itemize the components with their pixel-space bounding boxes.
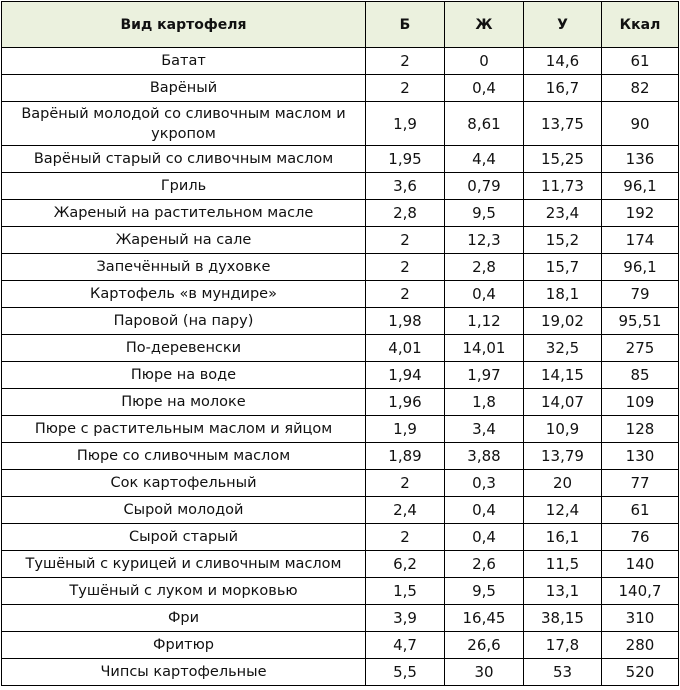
cell-kcal: 520 xyxy=(602,659,679,686)
cell-protein: 2 xyxy=(366,470,445,497)
table-row xyxy=(2,362,679,389)
cell-protein: 2 xyxy=(366,524,445,551)
cell-carbs: 13,79 xyxy=(524,443,602,470)
cell-kcal: 96,1 xyxy=(602,254,679,281)
table-row xyxy=(2,632,679,659)
cell-fat: 12,3 xyxy=(445,227,524,254)
cell-potato-type: Жареный на сале xyxy=(2,227,366,254)
cell-fat: 1,8 xyxy=(445,389,524,416)
cell-kcal: 130 xyxy=(602,443,679,470)
cell-protein: 1,95 xyxy=(366,146,445,173)
cell-kcal: 82 xyxy=(602,75,679,102)
potato-nutrition-table xyxy=(1,1,679,686)
cell-protein: 2,4 xyxy=(366,497,445,524)
cell-kcal: 140 xyxy=(602,551,679,578)
table-row xyxy=(2,200,679,227)
cell-protein: 1,98 xyxy=(366,308,445,335)
cell-fat: 0,79 xyxy=(445,173,524,200)
cell-potato-type: Пюре на воде xyxy=(2,362,366,389)
table-row xyxy=(2,524,679,551)
cell-protein: 6,2 xyxy=(366,551,445,578)
table-row xyxy=(2,146,679,173)
cell-fat: 0,4 xyxy=(445,75,524,102)
table-row xyxy=(2,254,679,281)
cell-carbs: 19,02 xyxy=(524,308,602,335)
cell-potato-type: Варёный молодой со сливочным маслом и укропом xyxy=(2,102,366,146)
cell-kcal: 280 xyxy=(602,632,679,659)
cell-protein: 1,94 xyxy=(366,362,445,389)
cell-kcal: 192 xyxy=(602,200,679,227)
cell-protein: 2 xyxy=(366,227,445,254)
cell-fat: 0,4 xyxy=(445,497,524,524)
cell-potato-type: Паровой (на пару) xyxy=(2,308,366,335)
header-fat: Ж xyxy=(445,2,524,48)
cell-kcal: 79 xyxy=(602,281,679,308)
table-row xyxy=(2,659,679,686)
cell-potato-type: Варёный старый со сливочным маслом xyxy=(2,146,366,173)
cell-carbs: 16,7 xyxy=(524,75,602,102)
cell-kcal: 76 xyxy=(602,524,679,551)
table-row xyxy=(2,605,679,632)
cell-kcal: 140,7 xyxy=(602,578,679,605)
header-carbs: У xyxy=(524,2,602,48)
cell-carbs: 12,4 xyxy=(524,497,602,524)
cell-protein: 1,9 xyxy=(366,102,445,146)
cell-carbs: 11,73 xyxy=(524,173,602,200)
cell-fat: 3,88 xyxy=(445,443,524,470)
cell-carbs: 15,25 xyxy=(524,146,602,173)
cell-carbs: 14,07 xyxy=(524,389,602,416)
table-row xyxy=(2,48,679,75)
cell-carbs: 14,15 xyxy=(524,362,602,389)
cell-potato-type: Фри xyxy=(2,605,366,632)
cell-protein: 3,6 xyxy=(366,173,445,200)
cell-potato-type: Запечённый в духовке xyxy=(2,254,366,281)
cell-kcal: 96,1 xyxy=(602,173,679,200)
cell-kcal: 95,51 xyxy=(602,308,679,335)
table-row xyxy=(2,389,679,416)
cell-protein: 2 xyxy=(366,48,445,75)
cell-kcal: 109 xyxy=(602,389,679,416)
cell-kcal: 310 xyxy=(602,605,679,632)
nutrition-table-container xyxy=(1,1,679,686)
cell-potato-type: Тушёный с курицей и сливочным маслом xyxy=(2,551,366,578)
cell-potato-type: Тушёный с луком и морковью xyxy=(2,578,366,605)
table-row xyxy=(2,416,679,443)
cell-carbs: 20 xyxy=(524,470,602,497)
cell-potato-type: Сок картофельный xyxy=(2,470,366,497)
cell-fat: 4,4 xyxy=(445,146,524,173)
cell-potato-type: Сырой молодой xyxy=(2,497,366,524)
table-row xyxy=(2,281,679,308)
cell-potato-type: Сырой старый xyxy=(2,524,366,551)
cell-fat: 8,61 xyxy=(445,102,524,146)
cell-protein: 2 xyxy=(366,75,445,102)
cell-carbs: 38,15 xyxy=(524,605,602,632)
table-row xyxy=(2,227,679,254)
cell-fat: 9,5 xyxy=(445,578,524,605)
cell-fat: 1,12 xyxy=(445,308,524,335)
header-kcal: Ккал xyxy=(602,2,679,48)
cell-carbs: 53 xyxy=(524,659,602,686)
cell-fat: 0,3 xyxy=(445,470,524,497)
cell-kcal: 128 xyxy=(602,416,679,443)
cell-carbs: 11,5 xyxy=(524,551,602,578)
header-row xyxy=(2,2,679,48)
cell-carbs: 15,2 xyxy=(524,227,602,254)
cell-potato-type: Пюре на молоке xyxy=(2,389,366,416)
table-row xyxy=(2,470,679,497)
cell-carbs: 15,7 xyxy=(524,254,602,281)
header-protein: Б xyxy=(366,2,445,48)
table-row xyxy=(2,578,679,605)
cell-fat: 16,45 xyxy=(445,605,524,632)
table-row xyxy=(2,173,679,200)
cell-protein: 2 xyxy=(366,281,445,308)
cell-carbs: 13,1 xyxy=(524,578,602,605)
table-row xyxy=(2,75,679,102)
table-row xyxy=(2,335,679,362)
cell-carbs: 17,8 xyxy=(524,632,602,659)
cell-potato-type: Батат xyxy=(2,48,366,75)
table-row xyxy=(2,443,679,470)
header-potato-type: Вид картофеля xyxy=(2,2,366,48)
cell-fat: 9,5 xyxy=(445,200,524,227)
table-header xyxy=(2,2,679,48)
cell-fat: 0 xyxy=(445,48,524,75)
cell-protein: 2 xyxy=(366,254,445,281)
cell-potato-type: Жареный на растительном масле xyxy=(2,200,366,227)
cell-fat: 30 xyxy=(445,659,524,686)
table-row xyxy=(2,497,679,524)
cell-protein: 1,5 xyxy=(366,578,445,605)
cell-potato-type: Пюре со сливочным маслом xyxy=(2,443,366,470)
table-body xyxy=(2,48,679,686)
cell-kcal: 85 xyxy=(602,362,679,389)
cell-protein: 1,96 xyxy=(366,389,445,416)
cell-protein: 3,9 xyxy=(366,605,445,632)
cell-protein: 2,8 xyxy=(366,200,445,227)
cell-carbs: 10,9 xyxy=(524,416,602,443)
cell-carbs: 14,6 xyxy=(524,48,602,75)
table-row xyxy=(2,102,679,146)
cell-potato-type: Картофель «в мундире» xyxy=(2,281,366,308)
cell-fat: 26,6 xyxy=(445,632,524,659)
cell-fat: 0,4 xyxy=(445,281,524,308)
cell-carbs: 16,1 xyxy=(524,524,602,551)
cell-fat: 2,8 xyxy=(445,254,524,281)
cell-carbs: 18,1 xyxy=(524,281,602,308)
cell-fat: 14,01 xyxy=(445,335,524,362)
cell-kcal: 174 xyxy=(602,227,679,254)
cell-protein: 1,89 xyxy=(366,443,445,470)
cell-carbs: 23,4 xyxy=(524,200,602,227)
cell-kcal: 77 xyxy=(602,470,679,497)
cell-potato-type: Варёный xyxy=(2,75,366,102)
cell-kcal: 90 xyxy=(602,102,679,146)
cell-kcal: 61 xyxy=(602,497,679,524)
cell-kcal: 61 xyxy=(602,48,679,75)
cell-fat: 1,97 xyxy=(445,362,524,389)
cell-kcal: 136 xyxy=(602,146,679,173)
cell-fat: 0,4 xyxy=(445,524,524,551)
cell-protein: 4,01 xyxy=(366,335,445,362)
cell-fat: 2,6 xyxy=(445,551,524,578)
cell-fat: 3,4 xyxy=(445,416,524,443)
table-row xyxy=(2,551,679,578)
cell-potato-type: Фритюр xyxy=(2,632,366,659)
cell-protein: 4,7 xyxy=(366,632,445,659)
cell-potato-type: Пюре с растительным маслом и яйцом xyxy=(2,416,366,443)
cell-potato-type: По-деревенски xyxy=(2,335,366,362)
cell-protein: 5,5 xyxy=(366,659,445,686)
cell-potato-type: Чипсы картофельные xyxy=(2,659,366,686)
table-row xyxy=(2,308,679,335)
cell-carbs: 13,75 xyxy=(524,102,602,146)
cell-potato-type: Гриль xyxy=(2,173,366,200)
cell-protein: 1,9 xyxy=(366,416,445,443)
cell-kcal: 275 xyxy=(602,335,679,362)
cell-carbs: 32,5 xyxy=(524,335,602,362)
